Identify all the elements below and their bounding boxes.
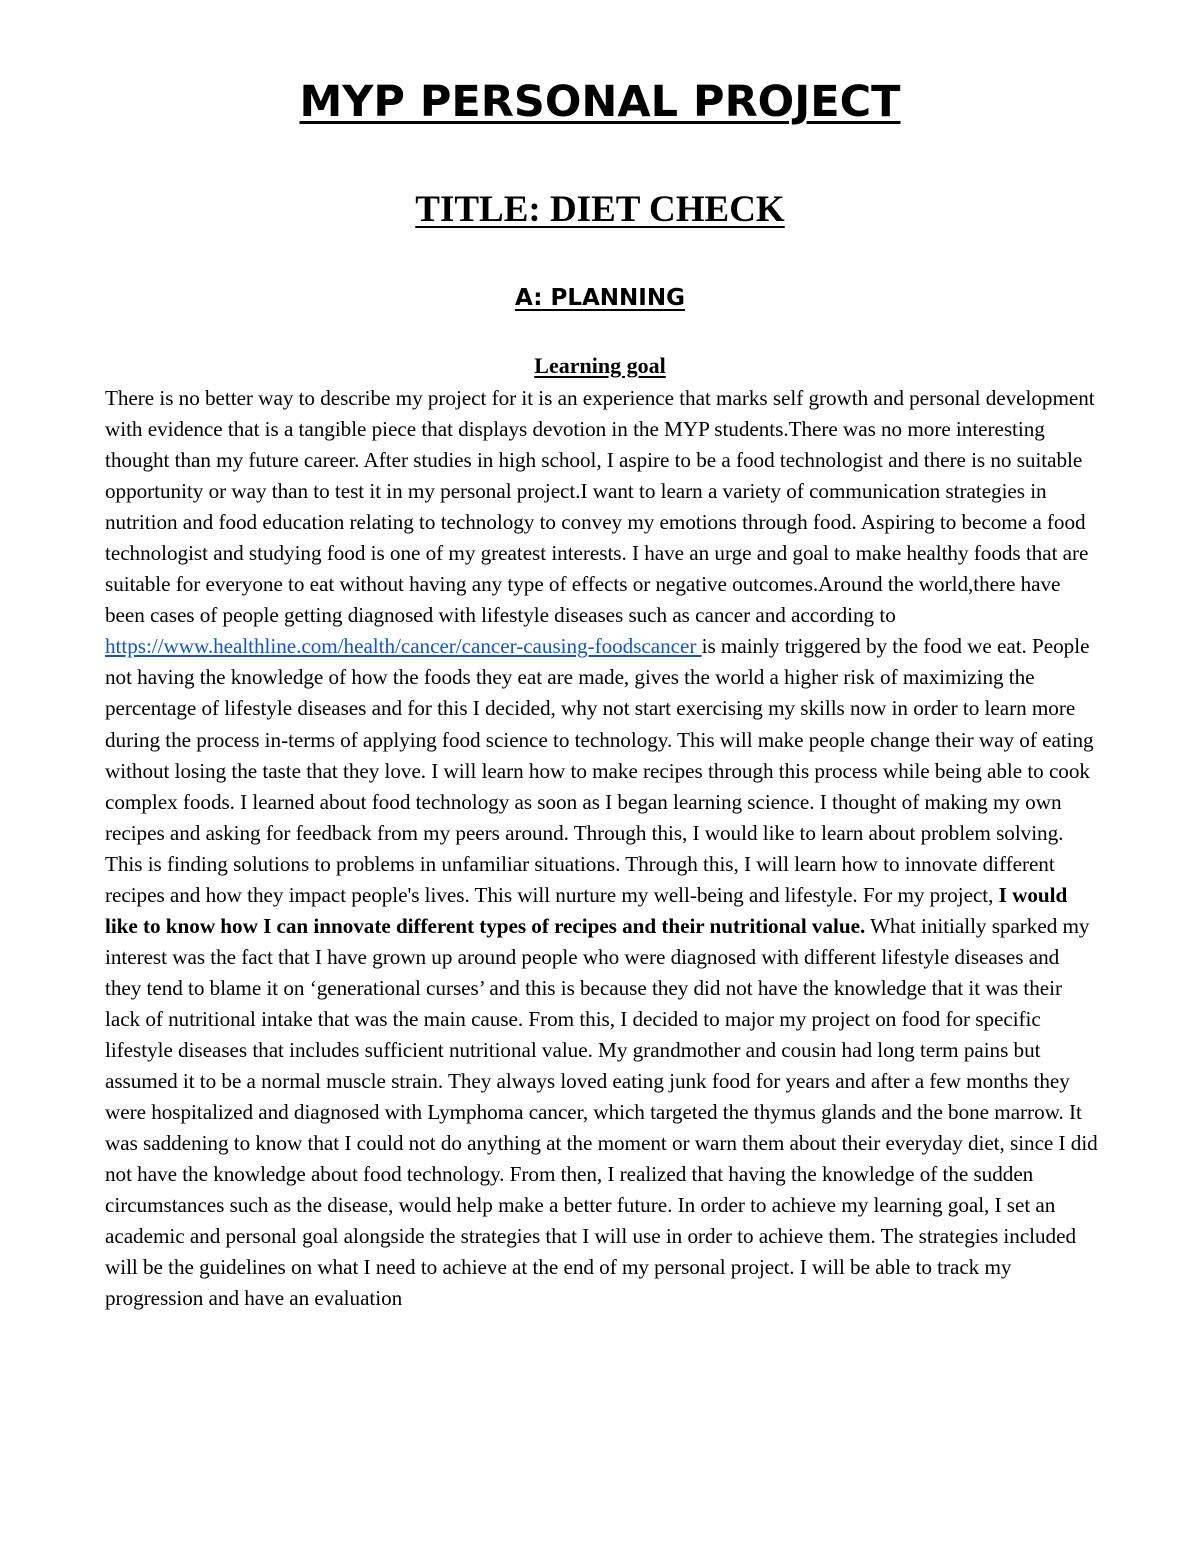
- body-text-part-2: is mainly triggered by the food we eat. People not having the knowledge of how the foods they eat are made, gives the world a higher risk of maximizing the percentage of lifestyle diseases and for this I decided, why not start exercising my skills now in order to learn more during the process in-terms of applying food science to technology. This will make people change their way of eating without losing the taste that they love. I will learn how to make recipes through this process while being able to cook complex foods. I learned about food technology as soon as I began learning science. I thought of making my own recipes and asking for feedback from my peers around. Through this, I would like to learn about problem solving. This is finding solutions to problems in unfamiliar situations. Through this, I will learn how to innovate different recipes and how they impact people's lives. This will nurture my well-being and lifestyle. For my project,: [105, 634, 1094, 907]
- healthline-link[interactable]: https://www.healthline.com/health/cancer/cancer-causing-foodscancer: [105, 634, 702, 659]
- body-text-part-3: What initially sparked my interest was the fact that I have grown up around people who were diagnosed with different lifestyle diseases and they tend to blame it on ‘generational curses’ and this is because they did not have the knowledge that it was their lack of nutritional intake that was the main cause. From this, I decided to major my project on food for specific lifestyle diseases that includes sufficient nutritional value. My grandmother and cousin had long term pains but assumed it to be a normal muscle strain. They always loved eating junk food for years and after a few months they were hospitalized and diagnosed with Lymphoma cancer, which targeted the thymus glands and the bone marrow. It was saddening to know that I could not do anything at the moment or warn them about their everyday diet, since I did not have the knowledge about food technology. From then, I realized that having the knowledge of the sudden circumstances such as the disease, would help make a better future. In order to achieve my learning goal, I set an academic and personal goal alongside the strategies that I will use in order to achieve them. The strategies included will be the guidelines on what I need to achieve at the end of my personal project. I will be able to track my progression and have an evaluation: [105, 913, 1098, 1311]
- document-subtitle: TITLE: DIET CHECK: [415, 189, 785, 230]
- learning-goal-paragraph: [105, 383, 1100, 1314]
- learning-goal-heading: Learning goal: [534, 353, 666, 378]
- body-text-bold-question: I would like to know how I can innovate different types of recipes and their nutritional value.: [105, 882, 1068, 938]
- section-heading-planning: A: PLANNING: [515, 285, 685, 311]
- body-text-part-1: There is no better way to describe my project for it is an experience that marks self growth and personal development with evidence that is a tangible piece that displays devotion in the MYP students.There was no more interesting thought than my future career. After studies in high school, I aspire to be a food technologist and there is no suitable opportunity or way than to test it in my personal project.I want to learn a variety of communication strategies in nutrition and food education relating to technology to convey my emotions through food. Aspiring to become a food technologist and studying food is one of my greatest interests. I have an urge and goal to make healthy foods that are suitable for everyone to eat without having any type of effects or negative outcomes.Around the world,there have been cases of people getting diagnosed with lifestyle diseases such as cancer and according to: [105, 386, 1095, 628]
- document-title: MYP PERSONAL PROJECT: [299, 77, 901, 127]
